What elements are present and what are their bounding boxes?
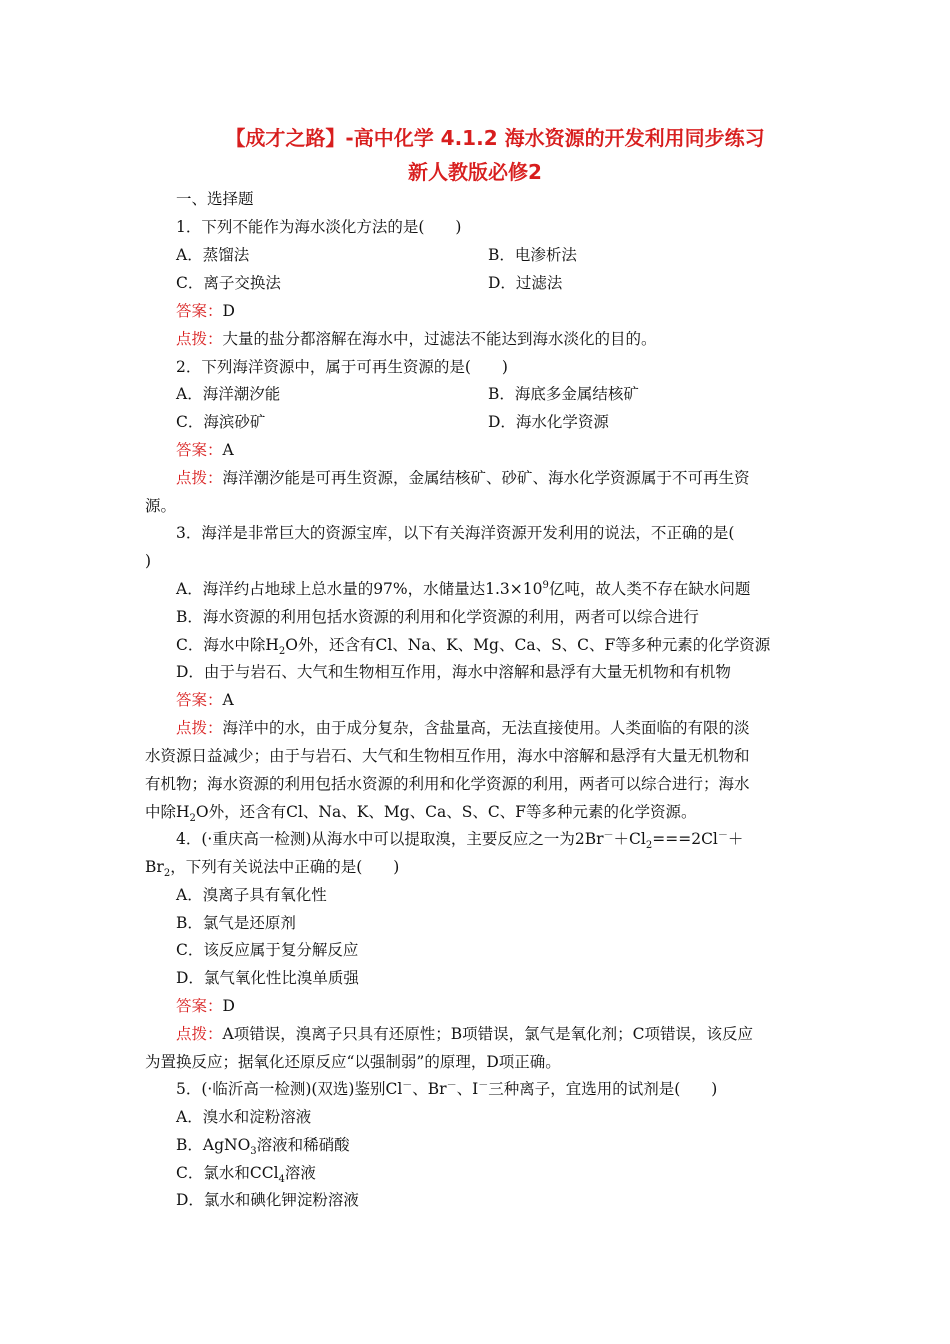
q1-hint-text: 大量的盐分都溶解在海水中，过滤法不能达到海水淡化的目的。	[222, 330, 657, 348]
q5-stem-text-end: 三种离子，宜选用的试剂是( )	[488, 1080, 718, 1098]
q3-hint-line4	[145, 802, 697, 825]
q4-stem-cont-text-end: ，下列有关说法中正确的是( )	[170, 858, 400, 876]
q5-option-c-text-end: 溶液	[284, 1164, 316, 1182]
q3-option-a-sup: 9	[542, 579, 549, 591]
q3-option-a	[176, 579, 750, 599]
q3-option-c-sub: 2	[278, 646, 286, 658]
q4-answer-value: D	[222, 997, 235, 1015]
section-heading: 一、选择题	[176, 190, 254, 208]
q3-stem: 3．海洋是非常巨大的资源宝库，以下有关海洋资源开发利用的说法，不正确的是(	[176, 524, 735, 542]
q2-option-a: A．海洋潮汐能	[176, 385, 281, 403]
q4-option-a: A．溴离子具有氧化性	[176, 886, 327, 904]
q3-hint-line4-text-end: O外，还含有Cl、Na、K、Mg、Ca、S、C、F等多种元素的化学资源。	[195, 803, 697, 821]
q5-stem-sup: －	[478, 1079, 489, 1091]
q3-option-a-text-end: 亿吨，故人类不存在缺水问题	[548, 580, 751, 598]
q4-hint-text: A项错误，溴离子只具有还原性；B项错误，氯气是氧化剂；C项错误，该反应	[222, 1025, 753, 1043]
q5-option-b-text-end: 溶液和稀硝酸	[256, 1136, 350, 1154]
q2-option-c: C．海滨砂矿	[176, 413, 266, 431]
q3-hint-text: 海洋中的水，由于成分复杂，含盐量高，无法直接使用。人类面临的有限的淡	[222, 719, 750, 737]
q5-option-c-text: C．氯水和CCl	[176, 1164, 279, 1182]
document-title-line1: 【成才之路】-高中化学 4.1.2 海水资源的开发利用同步练习	[225, 126, 765, 150]
q2-hint	[176, 468, 750, 488]
q5-stem-sup: －	[446, 1079, 457, 1091]
q1-answer	[176, 301, 235, 321]
q5-option-c-sub: 4	[278, 1174, 285, 1186]
q4-stem-cont-sub: 2	[163, 868, 171, 880]
q4-option-c: C．该反应属于复分解反应	[176, 941, 359, 959]
q1-option-c: C．离子交换法	[176, 274, 281, 292]
q5-option-b-text: B．AgNO	[176, 1136, 251, 1154]
answer-label: 答案：	[176, 302, 223, 320]
hint-label: 点拨：	[176, 469, 223, 487]
q5-stem	[176, 1079, 717, 1099]
q5-option-d: D．氯水和碘化钾淀粉溶液	[176, 1191, 359, 1209]
q1-option-a: A．蒸馏法	[176, 246, 250, 264]
q3-hint-line4-sub: 2	[189, 813, 196, 825]
q1-stem: 1．下列不能作为海水淡化方法的是( )	[176, 218, 462, 236]
document-title-line2: 新人教版必修2	[408, 160, 542, 184]
q3-option-b: B．海水资源的利用包括水资源的利用和化学资源的利用，两者可以综合进行	[176, 608, 699, 626]
hint-label: 点拨：	[176, 719, 223, 737]
q1-hint	[176, 329, 657, 349]
q5-option-b	[176, 1135, 350, 1158]
q4-stem-text: ===2Cl	[652, 830, 718, 848]
q4-stem-sup: －	[717, 829, 728, 841]
q2-answer-value: A	[222, 441, 234, 459]
answer-label: 答案：	[176, 997, 223, 1015]
q2-option-b: B．海底多金属结核矿	[488, 385, 639, 403]
q3-answer-value: A	[222, 691, 234, 709]
hint-label: 点拨：	[176, 330, 223, 348]
q4-hint	[176, 1024, 753, 1044]
q3-hint-line4-text: 中除H	[145, 803, 190, 821]
q4-stem-text: ＋Cl	[613, 830, 646, 848]
q2-stem: 2．下列海洋资源中，属于可再生资源的是( )	[176, 358, 508, 376]
q5-stem-text: 5．(·临沂高一检测)(双选)鉴别Cl	[176, 1080, 403, 1098]
q4-option-d: D．氯气氧化性比溴单质强	[176, 969, 359, 987]
q3-option-c	[176, 635, 771, 658]
q5-option-a: A．溴水和淀粉溶液	[176, 1108, 312, 1126]
q4-stem-cont	[145, 857, 400, 880]
q2-option-d: D．海水化学资源	[488, 413, 609, 431]
q3-stem-cont: )	[145, 552, 152, 570]
q5-option-c	[176, 1163, 316, 1186]
q3-option-a-text: A．海洋约占地球上总水量的97%，水储量达1.3×10	[176, 580, 543, 598]
q5-stem-text: 、I	[456, 1080, 479, 1098]
answer-label: 答案：	[176, 691, 223, 709]
q4-stem	[176, 829, 744, 852]
q2-answer	[176, 440, 234, 460]
hint-label: 点拨：	[176, 1025, 223, 1043]
q5-stem-text: 、Br	[412, 1080, 447, 1098]
q1-option-b: B．电渗析法	[488, 246, 577, 264]
q1-answer-value: D	[222, 302, 235, 320]
q4-stem-cont-text: Br	[145, 858, 164, 876]
q4-stem-sub: 2	[645, 840, 653, 852]
q4-stem-sup: －	[603, 829, 614, 841]
q4-answer	[176, 996, 235, 1016]
q5-option-b-sub: 3	[250, 1146, 257, 1158]
q4-hint-cont: 为置换反应；据氧化还原反应“以强制弱”的原理，D项正确。	[145, 1053, 561, 1071]
q3-hint-line2: 水资源日益减少；由于与岩石、大气和生物相互作用，海水中溶解和悬浮有大量无机物和	[145, 747, 750, 765]
q3-option-c-text-end: O外，还含有Cl、Na、K、Mg、Ca、S、C、F等多种元素的化学资源	[285, 636, 771, 654]
q4-stem-text: ＋	[727, 830, 744, 848]
q4-option-b: B．氯气是还原剂	[176, 914, 296, 932]
q5-stem-sup: －	[402, 1079, 413, 1091]
answer-label: 答案：	[176, 441, 223, 459]
q3-hint-line3: 有机物；海水资源的利用包括水资源的利用和化学资源的利用，两者可以综合进行；海水	[145, 775, 750, 793]
q4-stem-text: 4．(·重庆高一检测)从海水中可以提取溴，主要反应之一为2Br	[176, 830, 604, 848]
q3-option-c-text: C．海水中除H	[176, 636, 279, 654]
q3-answer	[176, 690, 234, 710]
q2-hint-cont: 源。	[145, 497, 177, 515]
q2-hint-text: 海洋潮汐能是可再生资源，金属结核矿、砂矿、海水化学资源属于不可再生资	[222, 469, 750, 487]
q3-hint	[176, 718, 750, 738]
q3-option-d: D．由于与岩石、大气和生物相互作用，海水中溶解和悬浮有大量无机物和有机物	[176, 663, 731, 681]
q1-option-d: D．过滤法	[488, 274, 563, 292]
